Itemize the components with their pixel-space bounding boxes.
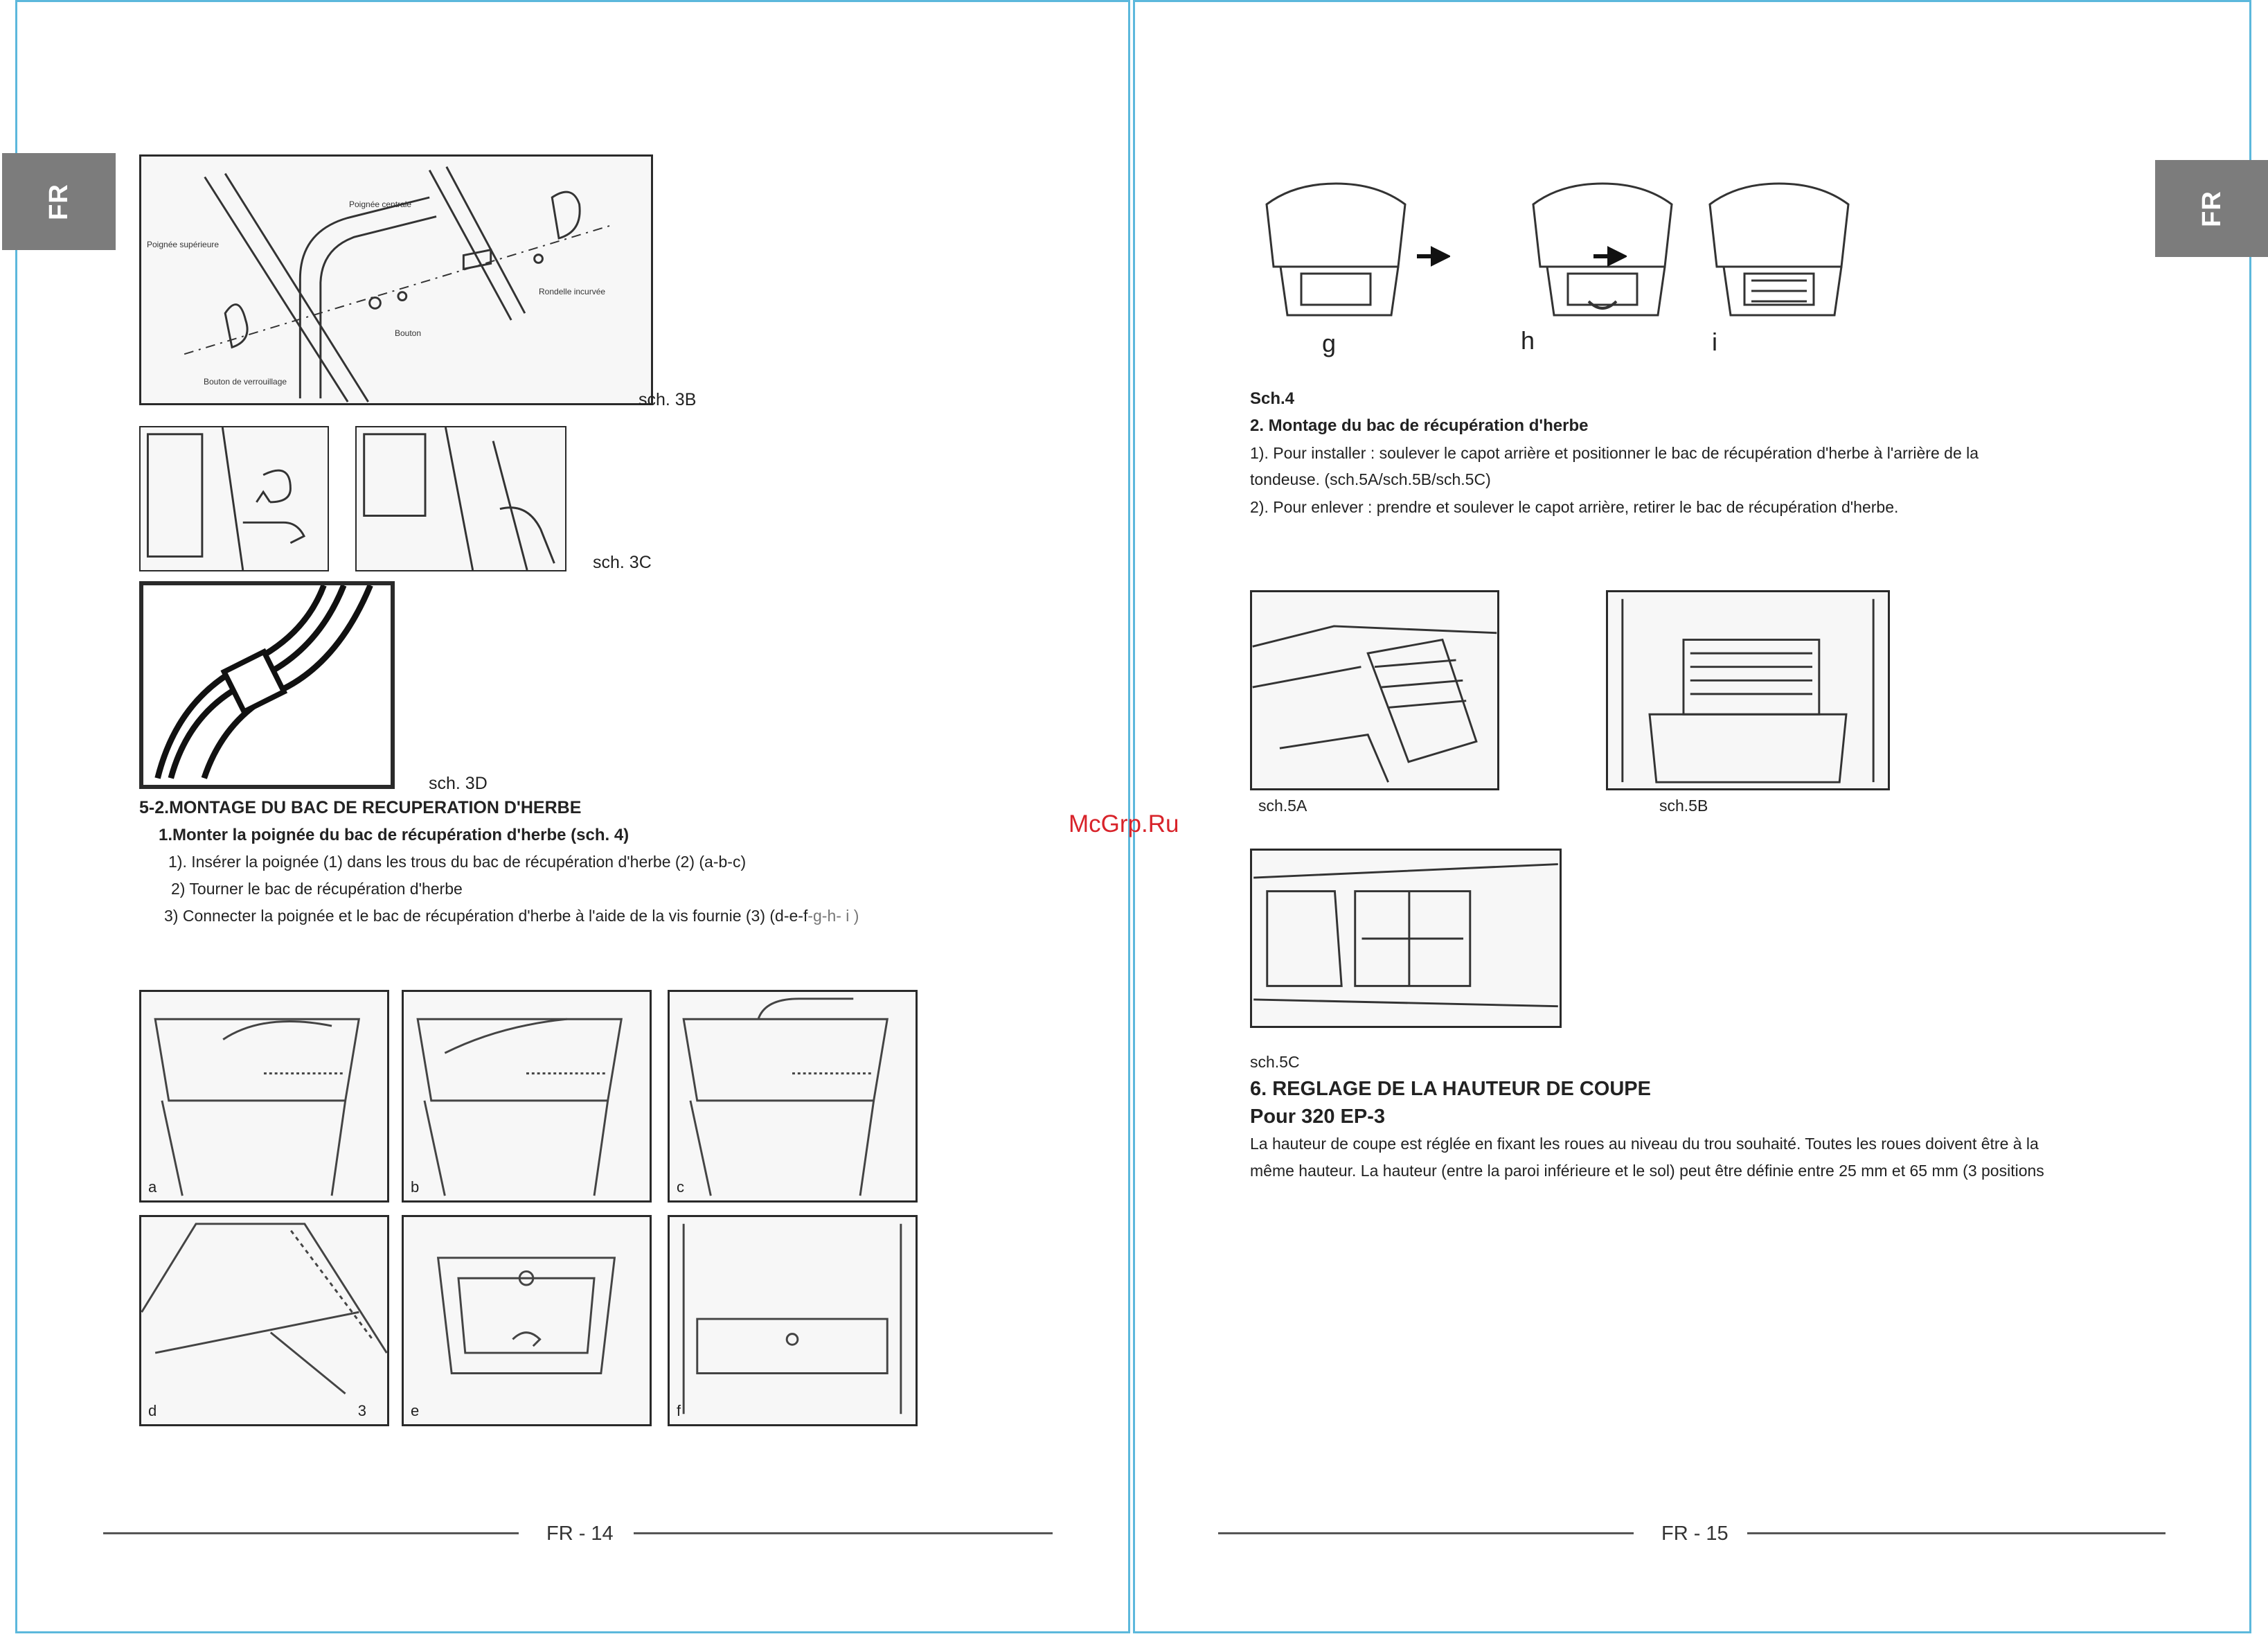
arrow-right-icon [1416, 246, 1450, 267]
panel-b-illustration [404, 992, 650, 1200]
figure-3b [139, 154, 653, 405]
panel-label-a: a [148, 1178, 157, 1196]
right-page [1133, 0, 2251, 1633]
label-curved-washer: Rondelle incurvée [539, 287, 606, 296]
label-central-handle: Poignée centrale [349, 199, 412, 209]
figure-5c [1250, 849, 1562, 1028]
panel-c [668, 990, 918, 1203]
label-button: Bouton [395, 328, 422, 338]
panel-label-d: d [148, 1402, 157, 1419]
caption-sch-3d: sch. 3D [429, 774, 488, 793]
step-3-main: 3) Connecter la poignée et le bac de récupération d'herbe à l'aide de la vis fournie (3) (d-e-f [164, 907, 808, 925]
handle-assembly-illustration [141, 157, 651, 403]
language-tab-label: FR [2197, 190, 2226, 227]
panel-a-illustration [141, 992, 387, 1200]
sequence-label-g: g [1322, 329, 1337, 357]
page-number-right: FR - 15 [1661, 1523, 1729, 1545]
panel-label-f: f [677, 1402, 681, 1419]
footer-rule-right-a [1218, 1532, 1634, 1534]
panel-label-c: c [677, 1178, 684, 1196]
panel-f [668, 1215, 918, 1426]
label-upper-handle: Poignée supérieure [147, 240, 220, 249]
footer-rule-left-b [634, 1532, 1053, 1534]
cut-height-text-line-2: même hauteur. La hauteur (entre la paroi inférieure et le sol) peut être définie entre 25 mm et 65 mm (3 positions [1250, 1162, 2044, 1180]
section-6-title: 6. REGLAGE DE LA HAUTEUR DE COUPE [1250, 1078, 1651, 1100]
install-text-line-1: 1). Pour installer : soulever le capot arrière et positionner le bac de récupération d'herbe à l'arrière de la [1250, 444, 1979, 462]
panel-f-illustration [670, 1217, 916, 1424]
sch4-title: Sch.4 [1250, 389, 1295, 408]
clip-step-illustration-1 [141, 427, 328, 570]
page-number-left: FR - 14 [546, 1523, 614, 1545]
panel-e-illustration [404, 1217, 650, 1424]
language-tab-left [2, 153, 116, 250]
caption-sch-5b: sch.5B [1659, 797, 1708, 815]
panel-a [139, 990, 389, 1203]
bag-install-illustration-5c [1252, 851, 1560, 1026]
arrow-right-icon [1592, 246, 1627, 267]
clip-step-illustration-2 [357, 427, 565, 570]
section-title-5-2: 5-2.MONTAGE DU BAC DE RECUPERATION D'HERBE [139, 798, 582, 817]
left-page [15, 0, 1130, 1633]
subsection-title-handle: 1.Monter la poignée du bac de récupération d'herbe (sch. 4) [159, 826, 629, 844]
caption-sch-5a: sch.5A [1258, 797, 1307, 815]
panel-b [402, 990, 652, 1203]
step-3-text [164, 907, 859, 925]
step-1-text: 1). Insérer la poignée (1) dans les trous du bac de récupération d'herbe (2) (a-b-c) [168, 853, 747, 871]
panel-label-e: e [411, 1402, 420, 1419]
cut-height-text-line-1: La hauteur de coupe est réglée en fixant les roues au niveau du trou souhaité. Toutes les roues doivent être à la [1250, 1135, 2039, 1153]
caption-sch-3c: sch. 3C [593, 553, 652, 572]
footer-rule-left-a [103, 1532, 519, 1534]
remove-text-line: 2). Pour enlever : prendre et soulever le capot arrière, retirer le bac de récupération d'herbe. [1250, 498, 1899, 516]
panel-d [139, 1215, 389, 1426]
label-lock-button: Bouton de verrouillage [204, 377, 287, 387]
section-2-title: 2. Montage du bac de récupération d'herbe [1250, 416, 1589, 435]
cable-clip-illustration [143, 585, 391, 785]
bag-install-illustration-5a [1252, 592, 1497, 788]
model-title: Pour 320 EP-3 [1250, 1106, 1386, 1128]
figure-5b [1606, 590, 1890, 790]
figure-3d [139, 581, 395, 789]
step-2-text: 2) Tourner le bac de récupération d'herbe [171, 880, 463, 898]
panel-c-illustration [670, 992, 916, 1200]
sequence-label-i: i [1712, 328, 1717, 356]
language-tab-label: FR [44, 183, 73, 220]
caption-sch-3b: sch. 3B [639, 390, 697, 409]
watermark-text: McGrp.Ru [1069, 810, 1179, 837]
panel-e [402, 1215, 652, 1426]
panel-d-illustration [141, 1217, 387, 1424]
bag-sequence-illustration [1253, 177, 1544, 332]
footer-rule-right-b [1747, 1532, 2166, 1534]
bag-install-illustration-5b [1608, 592, 1888, 788]
figure-5a [1250, 590, 1499, 790]
step-3-tail: -g-h- i ) [807, 907, 859, 925]
caption-sch-5c: sch.5C [1250, 1053, 1300, 1071]
panel-label-b: b [411, 1178, 420, 1196]
language-tab-right [2155, 160, 2268, 257]
callout-number-3: 3 [357, 1402, 366, 1419]
bag-sequence-illustration-i [1696, 177, 1869, 332]
install-text-line-2: tondeuse. (sch.5A/sch.5B/sch.5C) [1250, 470, 1491, 488]
figure-3c-right [355, 426, 566, 571]
figure-3c-left [139, 426, 329, 571]
sequence-label-h: h [1521, 326, 1535, 355]
